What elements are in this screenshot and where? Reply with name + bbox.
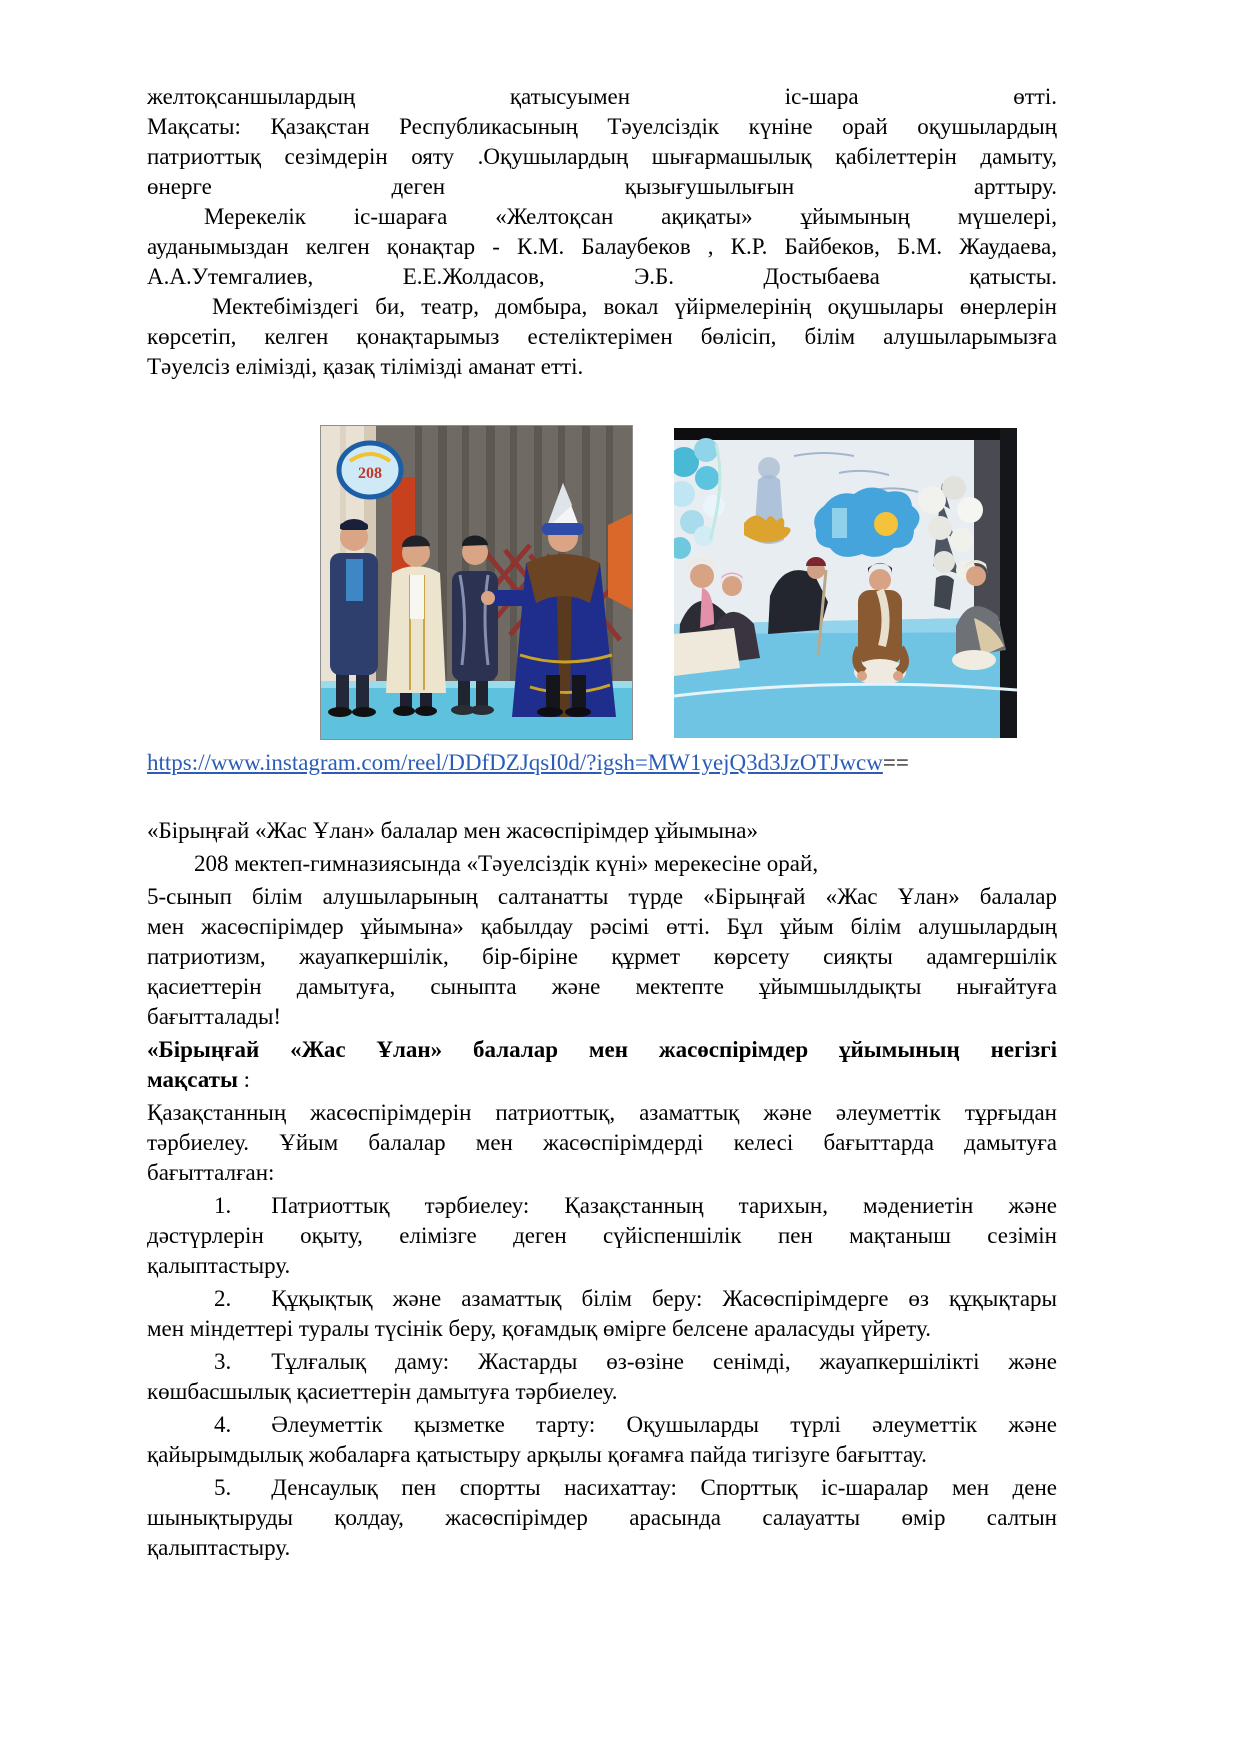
text-line [147,172,1057,202]
text-line [147,1065,1057,1095]
text-run: Құқықтық және азаматтық білім беру: Жасөспірімдерге өз құқықтары [271,1286,1057,1311]
text-line [147,816,1057,846]
numbered-item-1 [147,1191,1057,1281]
text-run: патриоттық сезімдерін ояту .Оқушылардың шығармашылық қабілеттерін дамыту, [147,144,1057,169]
tab-space [231,1431,271,1432]
school-logo-number: 208 [358,465,382,482]
text-run: тәрбиелеу. Ұйым балалар мен жасөспірімдерді келесі бағыттарда дамытуға [147,1130,1057,1155]
text-line [147,1503,1057,1533]
tab-space [231,1368,271,1369]
paragraph-performances [147,292,1057,382]
text-line [147,1251,1057,1281]
text-run: 2. [214,1286,232,1311]
text-line [147,82,1057,112]
paragraph-ceremony [147,882,1057,1032]
text-run: Тұлғалық даму: Жастарды өз-өзіне сенімді, жауапкершілікті және [271,1349,1057,1374]
text-line [147,202,1057,232]
text-run: «Бірыңғай «Жас Ұлан» балалар мен жасөспірімдер ұйымына» [147,818,758,843]
heading-zhas-ulan [147,816,1057,846]
text-run: патриотизм, жауапкершілік, бір-біріне құрмет көрсету сияқты адамгершілік [147,944,1057,969]
text-run: Мерекелік іс-шараға «Желтоқсан ақиқаты» ұйымының мүшелері, [204,204,1057,229]
text-line [147,1533,1057,1563]
text-line [147,1314,1057,1344]
text-line [147,1098,1057,1128]
text-run: қалыптастыру. [147,1535,291,1560]
photo-row [320,425,1057,740]
text-line [147,1002,1057,1032]
instagram-link-line [147,748,1057,778]
text-run: ауданымыздан келген қонақтар - К.М. Балаубеков , К.Р. Байбеков, Б.М. Жаудаева, [147,234,1057,259]
text-line [147,1440,1057,1470]
text-line [147,882,1057,912]
paragraph-guests [147,202,1057,292]
text-run: 5-сынып білім алушыларының салтанатты түрде «Бірыңғай «Жас Ұлан» балалар [147,884,1057,909]
text-run: шынықтыруды қолдау, жасөспірімдер арасында салауатты өмір салтын [147,1505,1057,1530]
text-run: мақсаты [147,1067,238,1092]
numbered-item-4 [147,1410,1057,1470]
text-line [147,912,1057,942]
text-line [147,1284,1057,1314]
text-line [147,352,1057,382]
text-run: 208 мектеп-гимназиясында «Тәуелсіздік күні» мерекесіне орай, [194,851,819,876]
text-run: 3. [214,1349,232,1374]
text-line [147,232,1057,262]
text-line [147,262,1057,292]
text-line [147,1158,1057,1188]
text-run: 4. [214,1412,232,1437]
text-line [147,142,1057,172]
text-run: көрсетіп, келген қонақтарымыз естеліктерімен бөлісіп, білім алушыларымызға [147,324,1057,349]
text-run: мен міндеттері туралы түсінік беру, қоғамдық өмірге белсене араласуды үйрету. [147,1316,931,1341]
paragraph-school-208 [147,849,1057,879]
text-run: қалыптастыру. [147,1253,291,1278]
text-run: Әлеуметтік қызметке тарту: Оқушыларды түрлі әлеуметтік және [271,1412,1057,1437]
text-run: қайырымдылық жобаларға қатыстыру арқылы қоғамға пайда тигізуге бағыттау. [147,1442,927,1467]
text-run: 5. [214,1475,232,1500]
text-run: А.А.Утемгалиев, Е.Е.Жолдасов, Э.Б. Достыбаева қатысты. [147,264,1057,289]
instagram-link[interactable]: https://www.instagram.com/reel/DDfDZJqsI0d/?igsh=MW1yejQ3d3JzOTJwcw [147,750,883,775]
text-run: 1. [214,1193,232,1218]
text-run: == [882,750,909,775]
paragraph-intro [147,82,1057,202]
text-line [147,1473,1057,1503]
text-line [147,972,1057,1002]
text-line [147,1128,1057,1158]
text-run: «Бірыңғай «Жас Ұлан» балалар мен жасөспірімдер ұйымының негізгі [147,1037,1057,1062]
text-line [147,1410,1057,1440]
text-run: Мақсаты: Қазақстан Республикасының Тәуелсіздік күніне орай оқушылардың [147,114,1057,139]
text-run: өнерге деген қызығушылығын арттыру. [147,174,1057,199]
text-line [147,1347,1057,1377]
text-run: Денсаулық пен спортты насихаттау: Спорттық іс-шаралар мен дене [271,1475,1057,1500]
text-run: Қазақстанның жасөспірімдерін патриоттық, азаматтық және әлеуметтік тұрғыдан [147,1100,1057,1125]
text-run: бағытталады! [147,1004,282,1029]
blank-line [147,778,1057,816]
paragraph-goal-intro [147,1098,1057,1188]
text-run: Патриоттық тәрбиелеу: Қазақстанның тарихын, мәдениетін және [271,1193,1057,1218]
text-line [147,942,1057,972]
text-line [147,112,1057,142]
text-run: қасиеттерін дамытуға, сыныпта және мектепте ұйымшылдықты нығайтуға [147,974,1057,999]
text-run: дәстүрлерін оқыту, елімізге деген сүйіспеншілік пен мақтаныш сезімін [147,1223,1057,1248]
numbered-item-2 [147,1284,1057,1344]
text-line [147,1221,1057,1251]
text-line [147,322,1057,352]
text-line [147,849,1057,879]
text-line [147,1035,1057,1065]
stage-performance-photo [320,425,633,740]
text-run: мен жасөспірімдер ұйымына» қабылдау рәсімі өтті. Бұл ұйым білім алушылардың [147,914,1057,939]
text-run: бағытталған: [147,1160,275,1185]
heading-main-goal [147,1035,1057,1095]
text-run: желтоқсаншылардың қатысуымен іс-шара өтті. [147,84,1057,109]
text-line [147,1377,1057,1407]
text-run: Тәуелсіз елімізді, қазақ тілімізді аманат етті. [147,354,584,379]
gym-ceremony-photo [674,428,1017,738]
text-line [147,292,1057,322]
tab-space [231,1212,271,1213]
tab-space [231,1305,271,1306]
numbered-item-5 [147,1473,1057,1563]
text-line [147,1191,1057,1221]
numbered-item-3 [147,1347,1057,1407]
text-line [147,748,1057,778]
school-208-logo [339,443,401,497]
text-run: Мектебіміздегі би, театр, домбыра, вокал үйірмелерінің оқушылары өнерлерін [212,294,1057,319]
tab-space [231,1494,271,1495]
text-run: көшбасшылық қасиеттерін дамытуға тәрбиелеу. [147,1379,618,1404]
text-run: : [237,1067,251,1092]
